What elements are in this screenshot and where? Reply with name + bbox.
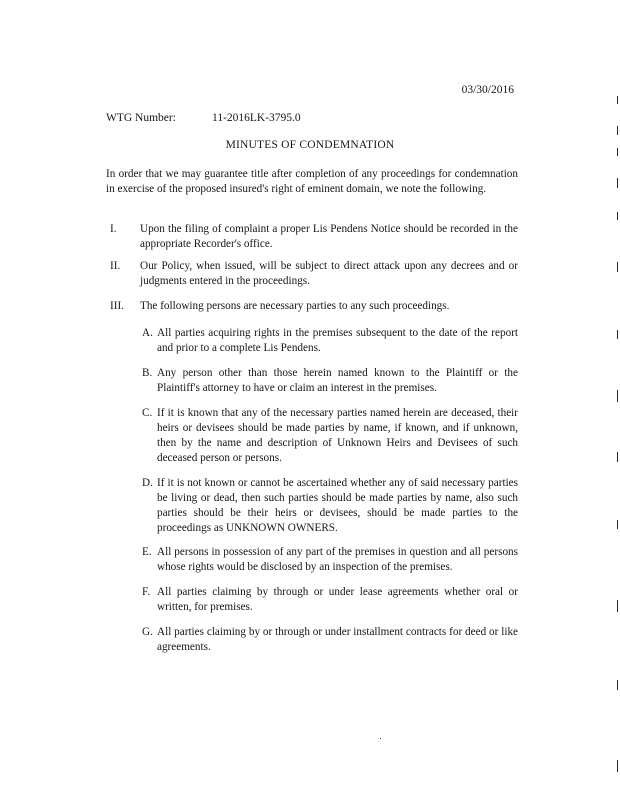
subitem-letter: C. [142,407,153,419]
subitem-text: All persons in possession of any part of the premises in question and all persons whose rights would be disclosed by an inspection of the premises. [157,546,518,573]
item-text: Upon the filing of complaint a proper Lis Pendens Notice should be recorded in the appropriate Recorder's office. [140,223,518,250]
item-number: III. [110,300,124,312]
scan-mark [617,148,618,156]
scan-mark [617,330,618,339]
subitem-text: All parties claiming by or through or under installment contracts for deed or like agreements. [157,626,518,653]
scan-mark [617,520,618,529]
scan-mark [617,126,618,135]
wtg-number-value: 11-2016LK-3795.0 [212,112,301,124]
subitem-letter: E. [142,546,152,558]
item-number: II. [110,260,121,272]
subitem-letter: A. [142,327,153,339]
subitem-letter: B. [142,367,153,379]
scan-mark [617,680,618,690]
scan-mark [617,600,618,612]
document-title: MINUTES OF CONDEMNATION [225,139,395,151]
document-date: 03/30/2016 [461,84,514,96]
item-text: The following persons are necessary parties to any such proceedings. [140,300,450,312]
subitem-text: All parties acquiring rights in the premises subsequent to the date of the report and prior to a complete Lis Pendens. [157,327,518,354]
subitem-text: All parties claiming by through or under lease agreements whether oral or written, for premises. [157,586,518,613]
scan-mark [617,178,618,188]
item-number: I. [110,223,117,235]
scan-mark [617,212,618,220]
scan-mark [617,452,618,462]
subitem-text: Any person other than those herein named known to the Plaintiff or the Plaintiff's attorney to have or claim an interest in the premises. [157,367,518,394]
subitem-letter: G. [142,626,153,638]
scan-speck [380,738,381,739]
subitem-text: If it is not known or cannot be ascertained whether any of said necessary parties be living or dead, then such parties should be made parties by name, also such parties should be their heirs or devisees, should be made parties to the proceedings as UNKNOWN OWNERS. [157,477,518,534]
subitem-letter: D. [142,477,153,489]
subitem-letter: F. [142,586,151,598]
intro-paragraph: In order that we may guarantee title after completion of any proceedings for condemnation in exercise of the proposed insured's right of eminent domain, we note the following. [106,168,518,195]
scan-mark [617,96,618,104]
subitem-text: If it is known that any of the necessary parties named herein are deceased, their heirs or devisees should be made parties by name, if known, and if unknown, then by the name and description of Unknown Heirs and Devisees of such deceased person or persons. [157,407,518,464]
wtg-number-label: WTG Number: [106,112,176,124]
scan-mark [617,390,618,402]
scan-mark [617,760,618,772]
scan-mark [617,262,618,272]
item-text: Our Policy, when issued, will be subject to direct attack upon any decrees and or judgments entered in the proceedings. [140,260,518,287]
